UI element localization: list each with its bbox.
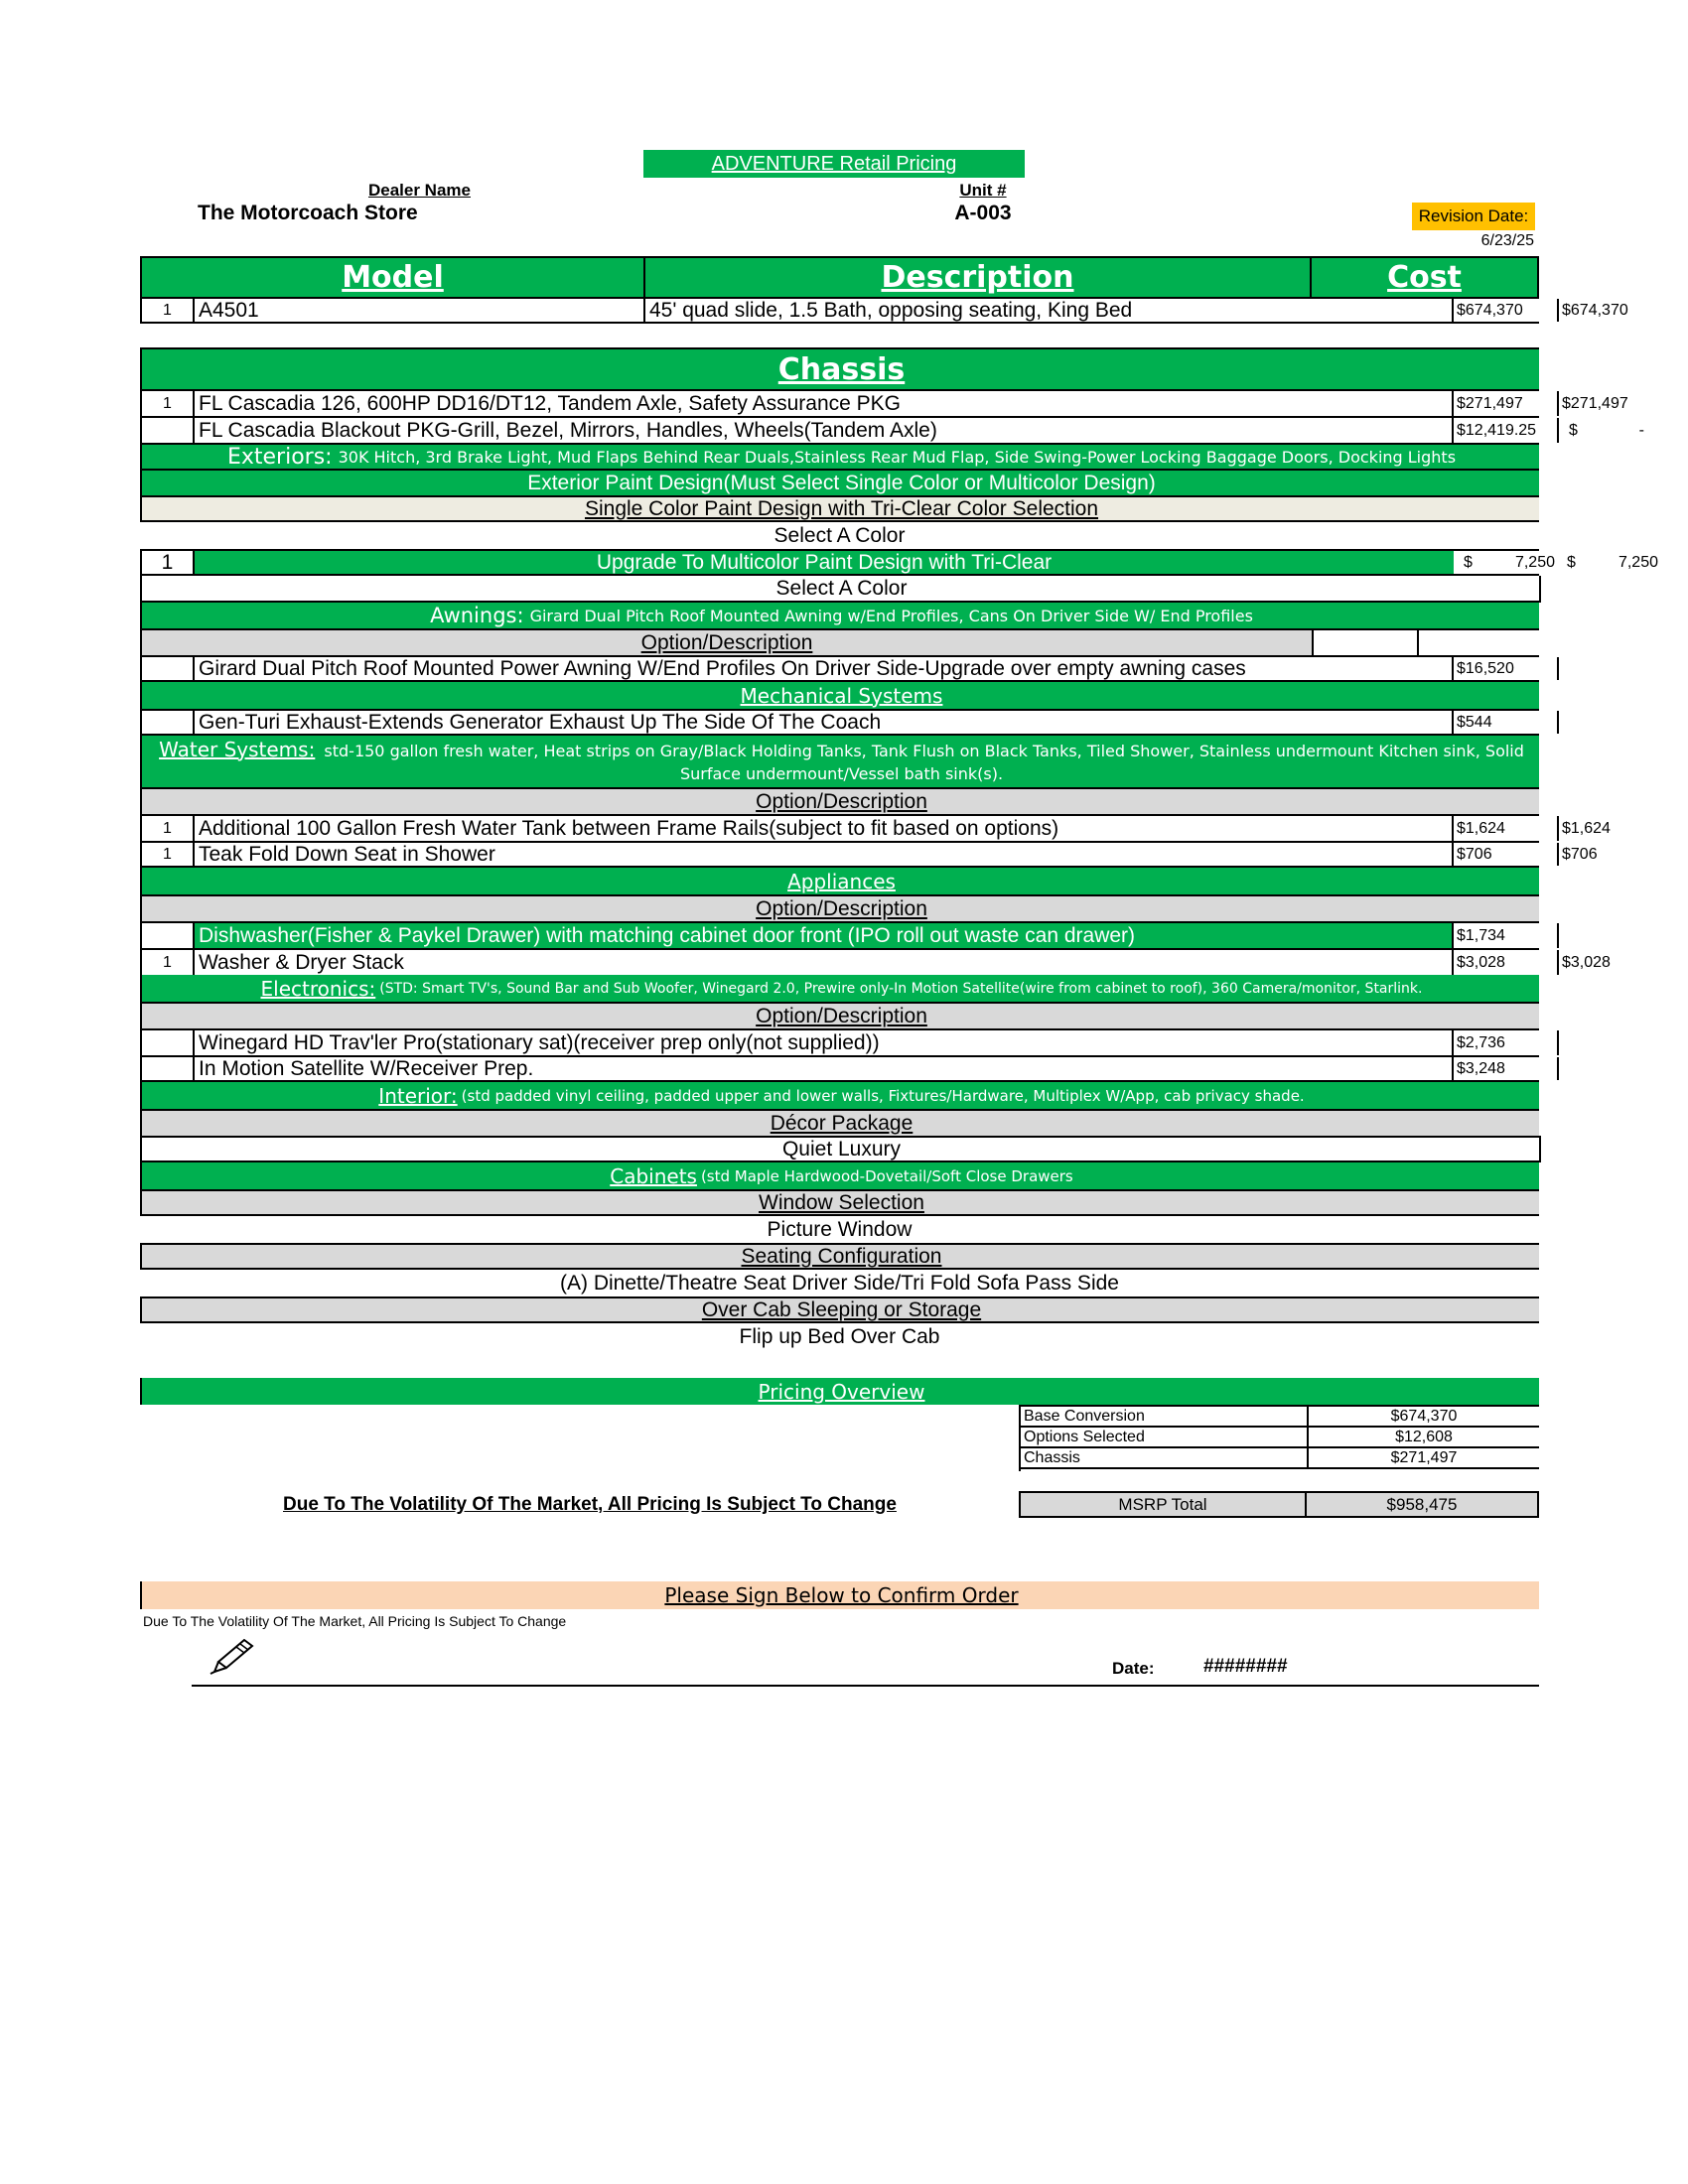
interior-header [140,1082,1539,1109]
window-selection-header [140,1189,1539,1216]
chassis-header [140,347,1539,389]
over-cab-title: Over Cab Sleeping or Storage [701,1298,982,1321]
multicolor-cost-2 [1559,551,1664,574]
electronics-line [142,975,1541,1002]
cost-column-header: Cost [1387,260,1462,295]
water-option-row [140,841,1598,868]
dealer-name-label: Dealer Name [367,181,471,200]
appliances-header [140,868,1539,894]
cost-value: 7,250 [1514,553,1555,571]
chassis-row-cost-1: $271,497 [1454,391,1559,416]
water-option-qty[interactable]: 1 [142,843,195,866]
chassis-row-qty: 1 [142,391,195,416]
electronics-option-row [140,1055,1539,1082]
appliances-option-cost-2 [1559,923,1664,948]
model-qty: 1 [142,299,195,322]
pricing-summary-label: Chassis [1024,1449,1080,1466]
multicolor-description: Upgrade To Multicolor Paint Design with Tri-Clear [195,551,1454,574]
window-selection-value[interactable]: Picture Window [767,1217,913,1241]
awnings-header [140,603,1539,628]
msrp-total-value: $958,475 [1305,1493,1537,1516]
water-option-header [140,787,1539,814]
awnings-option-header [140,628,1539,655]
pricing-summary-row [1021,1448,1539,1469]
select-color-text[interactable]: Select A Color [775,576,908,600]
water-option-description: Additional 100 Gallon Fresh Water Tank between Frame Rails(subject to fit based on options) [195,816,1454,841]
currency-symbol: $ [1567,553,1576,571]
revision-date-label: Revision Date: [1412,203,1535,230]
over-cab-row[interactable] [140,1323,1539,1350]
mechanical-header [140,682,1539,709]
msrp-total-row [1019,1491,1539,1518]
pricing-summary-value: $12,608 [1307,1428,1539,1446]
paint-design-text: Exterior Paint Design(Must Select Single Color or Multicolor Design) [527,471,1156,494]
option-cost-header-2 [1417,630,1541,655]
option-description-header: Option/Description [756,1004,927,1027]
date-value[interactable]: ######## [1203,1656,1288,1677]
model-column-header: Model [142,258,645,297]
single-color-text: Single Color Paint Design with Tri-Clear Color Selection [584,497,1099,520]
mechanical-option-cost-2 [1559,711,1664,734]
pricing-summary-label: Base Conversion [1024,1408,1145,1425]
awnings-option-cost-1: $16,520 [1454,657,1559,680]
electronics-option-row [140,1028,1539,1055]
option-description-header: Option/Description [640,630,813,654]
awnings-option-description: Girard Dual Pitch Roof Mounted Power Awning W/End Profiles On Driver Side-Upgrade over empty awning cases [195,657,1454,680]
electronics-option-description: Winegard HD Trav'ler Pro(stationary sat)(receiver prep only(not supplied)) [195,1030,1454,1055]
appliances-option-qty[interactable]: 1 [142,950,195,975]
awnings-line [142,603,1541,628]
appliances-option-description: Washer & Dryer Stack [195,950,1454,975]
multicolor-qty: 1 [142,551,195,574]
exteriors-line [142,445,1541,469]
interior-title: Interior: [378,1083,458,1108]
exteriors-text: 30K Hitch, 3rd Brake Light, Mud Flaps Behind Rear Duals,Stainless Rear Mud Flap, Side Swing-Power Locking Baggage Doors, Docking Lights [338,447,1457,467]
chassis-title: Chassis [777,351,906,387]
decor-package-header [140,1109,1539,1136]
unit-number-value: A-003 [954,202,1012,224]
chassis-row-description: FL Cascadia 126, 600HP DD16/DT12, Tandem Axle, Safety Assurance PKG [195,391,1454,416]
model-cost-1: $674,370 [1454,299,1559,322]
water-option-cost-1: $706 [1454,843,1559,866]
pricing-summary-value: $271,497 [1307,1448,1539,1467]
option-description-header: Option/Description [756,789,927,813]
appliances-option-description: Dishwasher(Fisher & Paykel Drawer) with matching cabinet door front (IPO roll out waste can drawer) [195,923,1454,948]
electronics-option-cost-1: $3,248 [1454,1057,1559,1080]
mechanical-option-description: Gen-Turi Exhaust-Extends Generator Exhaust Up The Side Of The Coach [195,711,1454,734]
awnings-text: Girard Dual Pitch Roof Mounted Awning w/End Profiles, Cans On Driver Side W/ End Profiles [529,606,1253,625]
exteriors-header [140,443,1539,469]
electronics-text: (STD: Smart TV's, Sound Bar and Sub Woofer, Winegard 2.0, Prewire only-In Motion Satellite(wire from cabinet to roof), 360 Camera/monitor, Starlink. [379,980,1423,997]
sign-confirm-header [140,1581,1539,1609]
pricing-summary-row [1021,1428,1539,1448]
chassis-row-cost-2 [1559,418,1664,443]
electronics-option-qty[interactable] [142,1030,195,1055]
currency-symbol: $ [1464,553,1473,571]
pricing-summary-value: $674,370 [1307,1407,1539,1426]
awnings-option-row [140,655,1539,682]
select-color-text[interactable]: Select A Color [774,523,906,547]
water-systems-header [140,736,1539,787]
cabinets-text: (std Maple Hardwood-Dovetail/Soft Close Drawers [700,1166,1073,1185]
model-description: 45' quad slide, 1.5 Bath, opposing seating, King Bed [645,299,1454,322]
over-cab-value[interactable]: Flip up Bed Over Cab [739,1324,940,1348]
model-row [140,297,1628,324]
water-option-cost-2: $1,624 [1562,819,1611,837]
interior-text: (std padded vinyl ceiling, padded upper and lower walls, Fixtures/Hardware, Multiplex W/App, cab privacy shade. [461,1086,1305,1105]
multicolor-row [140,549,1658,576]
select-color-row[interactable] [140,522,1539,549]
appliances-option-cost-1: $3,028 [1454,950,1559,975]
water-option-row [140,814,1611,841]
model-cost-2: $674,370 [1562,301,1628,319]
cabinets-title: Cabinets [610,1163,697,1188]
water-option-description: Teak Fold Down Seat in Shower [195,843,1454,866]
electronics-option-cost-2 [1559,1030,1664,1055]
signature-line[interactable] [192,1685,1539,1687]
interior-line [142,1082,1541,1109]
electronics-option-qty[interactable] [142,1057,195,1080]
cost-value: 7,250 [1618,553,1658,571]
volatility-notice: Due To The Volatility Of The Market, All Pricing Is Subject To Change [283,1494,897,1515]
cabinets-header [140,1162,1539,1189]
appliances-option-cost-2: $3,028 [1562,953,1611,971]
msrp-total-label: MSRP Total [1118,1495,1207,1514]
appliances-option-row [140,948,1611,975]
pricing-summary-row [1021,1407,1539,1428]
seating-configuration-value[interactable]: (A) Dinette/Theatre Seat Driver Side/Tri Fold Sofa Pass Side [560,1271,1119,1295]
mechanical-option-cost-1: $544 [1454,711,1559,734]
pricing-overview-header [140,1378,1539,1405]
electronics-option-cost-1: $2,736 [1454,1030,1559,1055]
dealer-name-value: The Motorcoach Store [198,202,418,224]
water-option-qty[interactable]: 1 [142,816,195,841]
electronics-title: Electronics: [260,976,376,1001]
water-systems-text-block [142,736,1541,787]
awnings-option-cost-2 [1559,657,1664,680]
decor-package-value[interactable]: Quiet Luxury [781,1138,902,1160]
electronics-option-description: In Motion Satellite W/Receiver Prep. [195,1057,1454,1080]
seating-configuration-header [140,1243,1539,1270]
chassis-row-description: FL Cascadia Blackout PKG-Grill, Bezel, Mirrors, Handles, Wheels(Tandem Axle) [195,418,1454,443]
awnings-title: Awnings: [430,604,524,627]
exteriors-title: Exteriors: [226,445,333,469]
seating-configuration-title: Seating Configuration [741,1245,942,1268]
appliances-option-header [140,894,1539,921]
chassis-row [140,416,1644,443]
water-option-cost-1: $1,624 [1454,816,1559,841]
appliances-option-cost-1: $1,734 [1454,923,1559,948]
multicolor-cost-1 [1454,551,1559,574]
chassis-row-cost-1: $12,419.25 [1454,418,1559,443]
seating-configuration-row[interactable] [140,1270,1539,1297]
date-label: Date: [1112,1659,1155,1678]
water-systems-line-2: Surface undermount/Vessel bath sink(s). [679,763,1004,783]
electronics-option-header [140,1002,1539,1028]
paint-design-header [140,469,1539,495]
electronics-option-cost-2 [1559,1057,1664,1080]
water-systems-line-1 [159,739,1524,762]
cost-value: - [1638,421,1644,439]
water-option-cost-2: $706 [1562,845,1598,863]
chassis-row [140,389,1628,416]
select-color-row[interactable] [140,576,1541,603]
pen-icon [207,1636,256,1676]
model-code: A4501 [195,299,645,322]
appliances-option-qty[interactable] [142,923,195,948]
window-selection-title: Window Selection [759,1191,924,1214]
pricing-summary-table [1019,1405,1539,1471]
pricing-summary-label: Options Selected [1024,1429,1145,1445]
page-title: ADVENTURE Retail Pricing [643,150,1025,178]
mechanical-title: Mechanical Systems [740,683,943,708]
appliances-option-row [140,921,1539,948]
currency-symbol: $ [1569,421,1578,439]
water-systems-title: Water Systems: [159,737,316,761]
revision-date-value: 6/23/25 [1480,232,1534,249]
unit-number-label: Unit # [959,181,1007,200]
signature-note: Due To The Volatility Of The Market, All Pricing Is Subject To Change [143,1613,567,1629]
model-table-header [140,256,1539,297]
electronics-header [140,975,1539,1002]
option-description-header: Option/Description [756,896,927,920]
chassis-row-qty [142,418,195,443]
over-cab-header [140,1297,1539,1323]
mechanical-option-row [140,709,1539,736]
pricing-overview-title: Pricing Overview [758,1379,925,1404]
chassis-row-cost-2: $271,497 [1562,394,1628,412]
water-systems-text: std-150 gallon fresh water, Heat strips on Gray/Black Holding Tanks, Tank Flush on Black Tanks, Tiled Shower, Stainless undermount Kitchen sink, Solid [324,741,1524,760]
mechanical-option-qty[interactable] [142,711,195,734]
single-color-option [140,495,1539,522]
description-column-header: Description [645,258,1312,297]
cabinets-line [142,1162,1541,1189]
sign-confirm-title: Please Sign Below to Confirm Order [664,1583,1019,1607]
decor-package-selection[interactable] [140,1136,1541,1162]
awnings-option-qty[interactable] [142,657,195,680]
appliances-title: Appliances [787,869,896,893]
option-cost-header-1 [1312,630,1417,655]
window-selection-row[interactable] [140,1216,1539,1243]
decor-package-title: Décor Package [770,1111,914,1135]
